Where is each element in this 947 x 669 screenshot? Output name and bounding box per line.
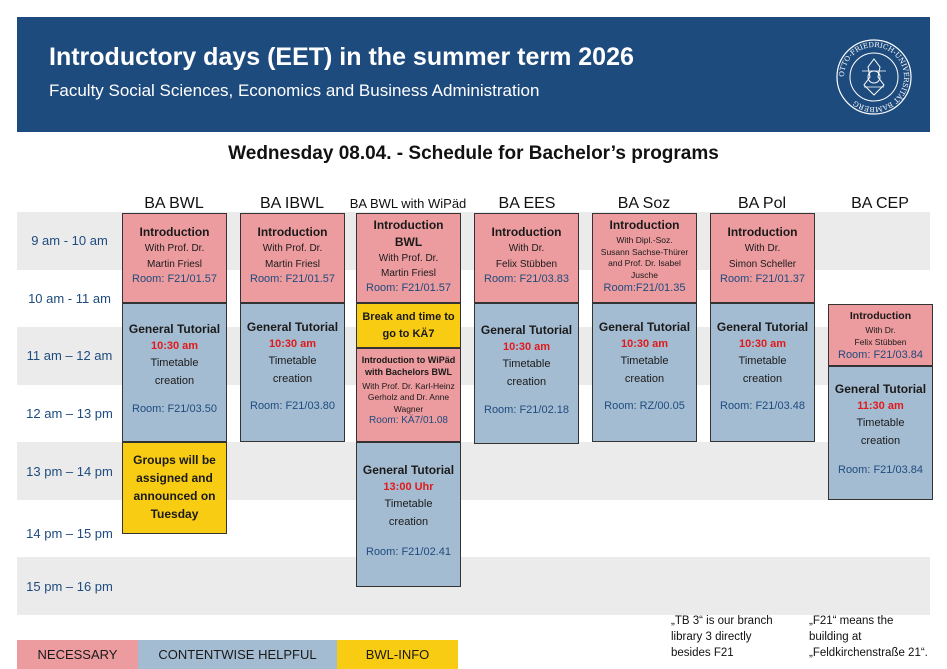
column-header-ba-ees: BA EES	[498, 195, 556, 212]
event-time: 10:30 am	[502, 341, 551, 353]
event-description: Timetable	[738, 354, 787, 367]
column-header-ba-bwl: BA BWL	[144, 195, 204, 212]
event-room: Room: F21/01.57	[250, 273, 335, 285]
bwl-groups-info	[122, 442, 227, 534]
event-lecturer: With Prof. Dr.	[262, 243, 323, 254]
svg-text:OTTO-FRIEDRICH-UNIVERSITÄT BAM: OTTO-FRIEDRICH-UNIVERSITÄT BAMBERG	[837, 40, 911, 114]
ees-introduction-event	[474, 213, 579, 303]
time-band	[17, 557, 930, 615]
info-text: go to KÄ7	[382, 327, 435, 340]
ibwl-introduction-event	[240, 213, 345, 303]
legend-necessary: NECESSARY	[17, 640, 138, 669]
event-description: creation	[742, 372, 783, 385]
event-title: Introduction to WiPäd	[361, 355, 456, 365]
event-lecturer: Felix Stübben	[854, 336, 907, 347]
event-room: Room: F21/03.50	[132, 403, 217, 416]
wipaed-introduction-bwl-event	[356, 213, 461, 303]
wipaed-general-tutorial-event	[356, 442, 461, 587]
bwl-introduction-event	[122, 213, 227, 303]
column-header-ba-cep: BA CEP	[851, 195, 909, 212]
event-lecturer: Susann Sachse-Thürer	[600, 246, 689, 257]
event-room: Room: F21/01.37	[720, 273, 805, 285]
event-title: General Tutorial	[480, 323, 573, 337]
cep-general-tutorial-event	[828, 366, 933, 500]
info-text: Tuesday	[150, 507, 199, 521]
event-title: General Tutorial	[246, 320, 339, 334]
time-label: 11 am – 12 am	[26, 348, 113, 363]
info-text: assigned and	[136, 471, 213, 485]
time-label: 12 am – 13 pm	[26, 406, 113, 421]
event-time: 10:30 am	[620, 338, 669, 350]
event-description: Timetable	[384, 497, 433, 510]
schedule-heading: Wednesday 08.04. - Schedule for Bachelor’s programs	[228, 143, 719, 164]
soz-general-tutorial-event	[592, 303, 697, 442]
ibwl-general-tutorial-event	[240, 303, 345, 442]
event-title: Introduction	[257, 225, 328, 239]
event-lecturer: Gerholz and Dr. Anne	[367, 392, 450, 403]
event-title: General Tutorial	[834, 382, 927, 396]
event-room: Room: F21/03.83	[484, 273, 569, 285]
info-text: announced on	[133, 489, 216, 503]
event-title: General Tutorial	[598, 320, 691, 334]
legend-bwl-info: BWL-INFO	[337, 640, 458, 669]
event-time: 10:30 am	[738, 338, 787, 350]
legend-contentwise-helpful: CONTENTWISE HELPFUL	[138, 640, 337, 669]
event-title: with Bachelors BWL	[364, 367, 452, 378]
event-title: General Tutorial	[128, 322, 221, 336]
event-time: 11:30 am	[857, 400, 904, 412]
event-lecturer: With Prof. Dr.	[144, 243, 205, 254]
note-line: besides F21	[671, 647, 734, 659]
time-label: 14 pm – 15 pm	[26, 526, 113, 541]
event-title: Introduction	[849, 310, 912, 322]
event-description: Timetable	[268, 354, 317, 367]
event-description: creation	[624, 372, 665, 385]
event-lecturer: With Dr.	[865, 325, 896, 336]
event-lecturer: With Prof. Dr. Karl-Heinz	[362, 380, 455, 391]
event-description: creation	[388, 515, 429, 528]
note-line: „Feldkirchenstraße 21“.	[809, 647, 928, 659]
event-room: Room: F21/02.41	[366, 546, 451, 559]
event-lecturer: Jusche	[631, 269, 658, 280]
pol-introduction-event	[710, 213, 815, 303]
event-title: Introduction	[373, 218, 444, 232]
event-time: 13:00 Uhr	[383, 481, 434, 493]
column-header-ba-ibwl: BA IBWL	[259, 195, 325, 212]
event-lecturer: and Prof. Dr. Isabel	[608, 258, 681, 269]
note-tb3	[671, 613, 801, 661]
column-header-ba-soz: BA Soz	[617, 195, 671, 212]
event-room: Room: F21/03.84	[838, 349, 923, 362]
event-room: Room:F21/01.35	[603, 281, 686, 294]
event-lecturer: Felix Stübben	[495, 258, 558, 270]
event-lecturer: Simon Scheller	[728, 258, 797, 270]
event-title: Introduction	[609, 218, 680, 232]
event-title: Introduction	[139, 225, 210, 239]
info-text: Groups will be	[133, 453, 216, 467]
pol-general-tutorial-event	[710, 303, 815, 442]
event-room: Room: KÄ7/01.08	[369, 415, 448, 427]
event-lecturer: With Prof. Dr.	[378, 253, 439, 264]
event-lecturer: Martin Friesl	[380, 267, 436, 279]
event-room: Room: F21/03.80	[250, 400, 335, 413]
event-time: 10:30 am	[150, 340, 199, 352]
event-lecturer: Martin Friesl	[264, 258, 320, 270]
cep-introduction-event	[828, 304, 933, 366]
column-header-ba-pol: BA Pol	[737, 195, 787, 212]
page-title: Introductory days (EET) in the summer term 2026	[49, 43, 634, 71]
event-time: 10:30 am	[268, 338, 317, 350]
event-description: Timetable	[502, 357, 551, 370]
event-room: Room: F21/01.57	[132, 273, 217, 285]
event-room: Room: F21/03.48	[720, 400, 805, 413]
event-lecturer: With Dipl.-Soz.	[616, 235, 673, 245]
event-lecturer: Wagner	[393, 403, 424, 414]
event-title: Introduction	[491, 225, 562, 239]
event-description: Timetable	[856, 416, 905, 429]
event-lecturer: With Dr.	[744, 243, 781, 254]
event-room: Room: RZ/00.05	[604, 400, 685, 413]
event-description: creation	[272, 372, 313, 385]
event-description: Timetable	[150, 356, 199, 369]
event-lecturer: With Dr.	[508, 243, 545, 254]
note-line: library 3 directly	[671, 631, 752, 643]
time-label: 15 pm – 16 pm	[26, 579, 113, 594]
event-room: Room: F21/02.18	[484, 404, 569, 417]
event-title: General Tutorial	[716, 320, 809, 334]
event-title: BWL	[394, 235, 423, 249]
time-label: 13 pm – 14 pm	[26, 464, 113, 479]
time-label: 9 am - 10 am	[31, 233, 108, 248]
soz-introduction-event	[592, 213, 697, 303]
bwl-general-tutorial-event	[122, 303, 227, 442]
university-seal-logo	[834, 37, 914, 117]
info-text: Break and time to	[362, 311, 455, 323]
column-header-ba-bwl-wipaed: BA BWL with WiPäd	[349, 196, 467, 211]
note-f21	[809, 613, 944, 661]
event-room: Room: F21/03.84	[838, 464, 923, 477]
event-title: Introduction	[727, 225, 798, 239]
wipaed-introduction-event	[356, 348, 461, 442]
event-description: creation	[860, 434, 901, 447]
header-banner	[17, 17, 930, 132]
event-description: Timetable	[620, 354, 669, 367]
note-line: „F21“ means the	[809, 615, 894, 627]
time-label: 10 am - 11 am	[28, 291, 111, 306]
page-subtitle: Faculty Social Sciences, Economics and Business Administration	[49, 81, 540, 100]
wipaed-break-info	[356, 303, 461, 348]
event-room: Room: F21/01.57	[366, 282, 451, 294]
note-line: „TB 3“ is our branch	[671, 615, 773, 627]
event-description: creation	[154, 374, 195, 387]
note-line: building at	[809, 631, 862, 643]
event-lecturer: Martin Friesl	[146, 258, 202, 270]
event-description: creation	[506, 375, 547, 388]
event-title: General Tutorial	[362, 463, 455, 477]
ees-general-tutorial-event	[474, 303, 579, 444]
